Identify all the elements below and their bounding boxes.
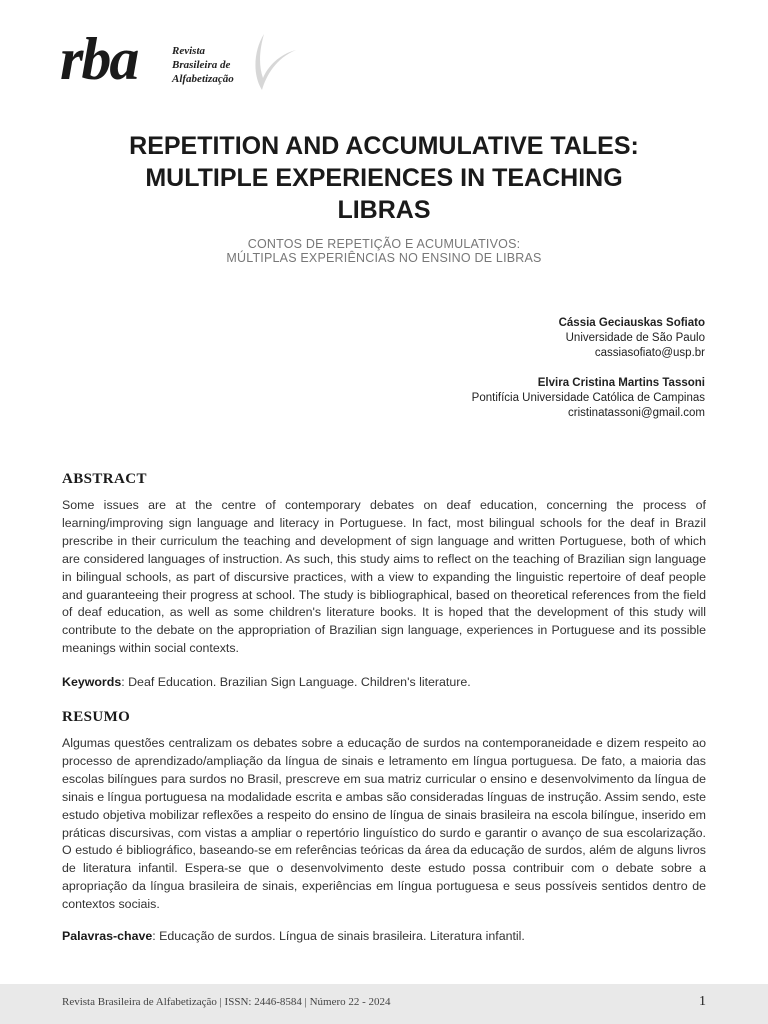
- palavras-chave: [62, 928, 706, 946]
- page-footer: [0, 984, 768, 1024]
- keywords-label: Keywords: [62, 675, 122, 689]
- palavras-chave-label: Palavras-chave: [62, 929, 153, 943]
- keywords-text: : Deaf Education. Brazilian Sign Language. Children's literature.: [121, 675, 471, 689]
- author-affiliation: Universidade de São Paulo: [565, 332, 705, 344]
- resumo-text: Algumas questões centralizam os debates sobre a educação de surdos na contemporaneidade e dizem respeito ao processo de aprendizado/ampliação da língua de sinais e letramento em língua portuguesa. De fato, a maioria das escolas bilíngues para surdos no Brasil, prescreve em sua matriz curricular o ensino e desenvolvimento da língua de sinais e língua portuguesa na modalidade escrita e ambas são consideradas línguas de instrução. Assim sendo, este estudo objetiva mobilizar reflexões a respeito do ensino de língua de sinais brasileira na escola bilíngue, inserido em práticas discursivas, com vistas a ampliar o repertório linguístico do surdo e garantir o avanço de sua escolarização. O estudo é bibliográfico, baseando-se em referências teóricas da área da educação de surdos, além de alguns livros de literatura infantil. Espera-se que o desenvolvimento deste estudo possa contribuir com o debate sobre a apropriação da língua brasileira de sinais, experiências em língua portuguesa e seus possíveis sentidos dentro de contextos sociais.: [62, 736, 706, 912]
- author-block: [559, 316, 705, 361]
- logo-wordmark: rba: [60, 26, 138, 92]
- title-line: LIBRAS: [337, 196, 431, 224]
- author-email: cassiasofiato@usp.br: [594, 347, 705, 359]
- author-block: [472, 376, 705, 421]
- subtitle-line: CONTOS DE REPETIÇÃO E ACUMULATIVOS:: [247, 237, 521, 251]
- journal-logo: [60, 26, 320, 100]
- palavras-chave-text: : Educação de surdos. Língua de sinais brasileira. Literatura infantil.: [152, 929, 525, 943]
- author-email: cristinatassoni@gmail.com: [568, 407, 705, 419]
- journal-name: [172, 44, 234, 86]
- journal-name-line: Alfabetização: [172, 73, 234, 85]
- journal-name-line: Revista: [172, 45, 205, 57]
- subtitle-line: MÚLTIPLAS EXPERIÊNCIAS NO ENSINO DE LIBRAS: [226, 251, 542, 265]
- author-affiliation: Pontifícia Universidade Católica de Campinas: [471, 392, 705, 404]
- author-name: Elvira Cristina Martins Tassoni: [537, 377, 705, 389]
- resumo-heading: RESUMO: [62, 709, 131, 725]
- keywords: [62, 674, 706, 692]
- footer-citation: Revista Brasileira de Alfabetização | ISSN: 2446-8584 | Número 22 - 2024: [62, 996, 391, 1008]
- abstract-text: Some issues are at the centre of contemporary debates on deaf education, concerning the process of learning/improving sign language and literacy in Portuguese. In fact, most bilingual schools for the deaf in Brazil prescribe in their curriculum the teaching and development of sign language and written Portuguese, both of which are considered languages of instruction. As such, this study aims to reflect on the teaching of Brazilian sign language in bilingual schools, as part of discursive practices, with a view to expanding the linguistic repertoire of deaf people and guaranteeing their progress at school. The study is bibliographical, based on theoretical references from the field of deaf education, as well as some children's literature books. It is hoped that the development of this study will contribute to the debate on the appropriation of Brazilian sign language, experiences in Portuguese and its possible meanings within social contexts.: [62, 498, 706, 656]
- article-subtitle: [60, 237, 708, 265]
- title-line: MULTIPLE EXPERIENCES IN TEACHING: [145, 164, 623, 192]
- abstract-heading: ABSTRACT: [62, 471, 147, 487]
- title-line: REPETITION AND ACCUMULATIVE TALES:: [129, 132, 639, 160]
- article-title: [60, 130, 708, 226]
- swoosh-icon: [246, 30, 306, 94]
- journal-name-line: Brasileira de: [172, 59, 231, 71]
- page-number: 1: [699, 994, 706, 1009]
- author-name: Cássia Geciauskas Sofiato: [558, 317, 705, 329]
